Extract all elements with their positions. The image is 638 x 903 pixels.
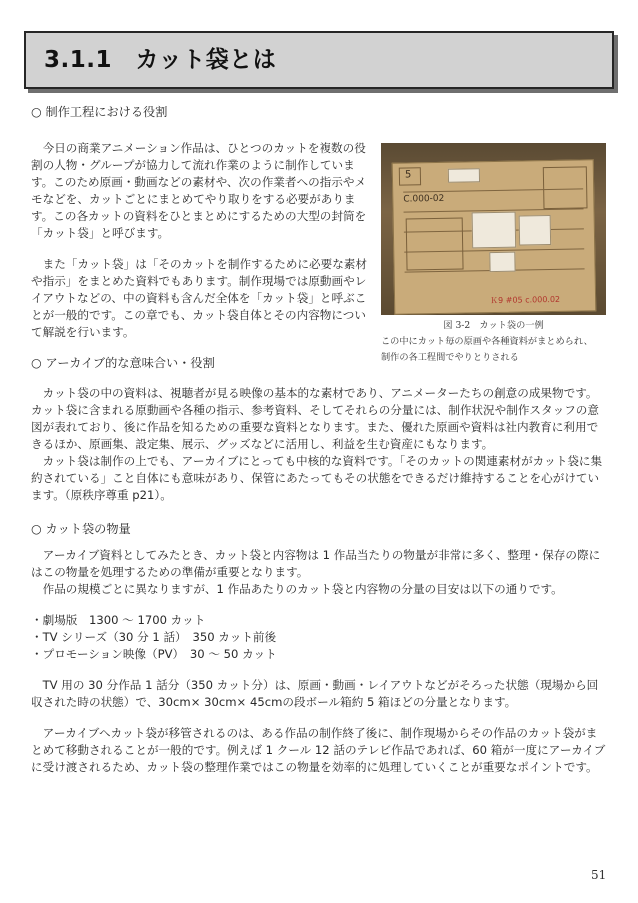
section2-body xyxy=(31,385,607,504)
list-item: ・劇場版 1300 ～ 1700 カット xyxy=(31,613,206,627)
figure-caption xyxy=(381,318,606,366)
cut-bag-photo xyxy=(381,143,606,315)
section-title-bar xyxy=(24,31,614,89)
section1-body xyxy=(31,140,369,341)
paragraph: TV 用の 30 分作品 1 話分（350 カット分）は、原画・動画・レイアウトなどがそろった状態（現場から回収された時の状態）で、30cm× 30cm× 45cmの段ボール箱約 5 箱ほどの分量となります。 xyxy=(31,678,599,709)
section3-body xyxy=(31,547,607,776)
caption-line: この中にカット毎の原画や各種資料がまとめられ、 xyxy=(381,336,593,347)
photo-stamp: Ｋ9 #05 c.000.02 xyxy=(490,294,561,306)
envelope-image xyxy=(392,159,597,315)
paragraph: また「カット袋」は「そのカットを制作するために必要な素材や指示」をまとめた資料でもあります。制作現場では原動画やレイアウトなどの、中の資料も含んだ全体を「カット袋」と呼ぶことが一般的です。この章でも、カット袋自体とその内容物について解説を行います。 xyxy=(31,257,367,339)
heading-volume: ○ カット袋の物量 xyxy=(31,522,131,536)
page-number: 51 xyxy=(591,868,607,882)
list-item: ・プロモーション映像（PV） 30 ～ 50 カット xyxy=(31,647,277,661)
paragraph: カット袋は制作の上でも、アーカイブにとっても中核的な資料です。「そのカットの関連素材がカット袋に集約されている」こと自体にも意味があり、保管にあたってもその状態をできるだけ維持することを心がけています。（原秩序尊重 p21）。 xyxy=(31,454,603,502)
section-title: 3.1.1 カット袋とは xyxy=(44,47,277,73)
photo-cut-label: C.000-02 xyxy=(403,193,445,205)
volume-list xyxy=(31,612,607,663)
paragraph: 作品の規模ごとに異なりますが、1 作品あたりのカット袋と内容物の分量の目安は以下の通りです。 xyxy=(42,582,563,596)
caption-line: 制作の各工程間でやりとりされる xyxy=(381,352,519,363)
paragraph: カット袋の中の資料は、視聴者が見る映像の基本的な素材であり、アニメーターたちの創意の成果物です。カット袋に含まれる原動画や各種の指示、参考資料、そしてそれらの分量には、制作状況や制作スタッフの意図が表れており、後に作品を知るための重要な資料となります。また、優れた原画や資料は社内教育に利用できるほか、原画集、設定集、展示、グッズなどに活用し、利益を生む資産にもなります。 xyxy=(31,386,599,451)
list-item: ・TV シリーズ（30 分 1 話） 350 カット前後 xyxy=(31,630,277,644)
heading-production-role: ○ 制作工程における役割 xyxy=(31,105,168,119)
heading-archive-role: ○ アーカイブ的な意味合い・役割 xyxy=(31,356,215,370)
paragraph: アーカイブ資料としてみたとき、カット袋と内容物は 1 作品当たりの物量が非常に多く、整理・保存の際にはこの物量を処理するための準備が重要となります。 xyxy=(31,548,601,579)
paragraph: 今日の商業アニメーション作品は、ひとつのカットを複数の役割の人物・グループが協力して流れ作業のように制作しています。このため原画・動画などの素材や、次の作業者への指示やメモなどを、カットごとにまとめてやり取りをする必要があります。この各カットの資料をひとまとめにするための大型の封筒を「カット袋」と呼びます。 xyxy=(31,141,367,240)
caption-title: 図 3-2 カット袋の一例 xyxy=(443,320,544,331)
paragraph: アーカイブへカット袋が移管されるのは、ある作品の制作終了後に、制作現場からその作品のカット袋がまとめて移動されることが一般的です。例えば 1 クール 12 話のテレビ作品であれば、60 箱が一度にアーカイブに受け渡されるため、カット袋の整理作業ではこの物量を効率的に処理していくことが重要なポイントです。 xyxy=(31,726,606,774)
photo-number: 5 xyxy=(404,169,412,181)
